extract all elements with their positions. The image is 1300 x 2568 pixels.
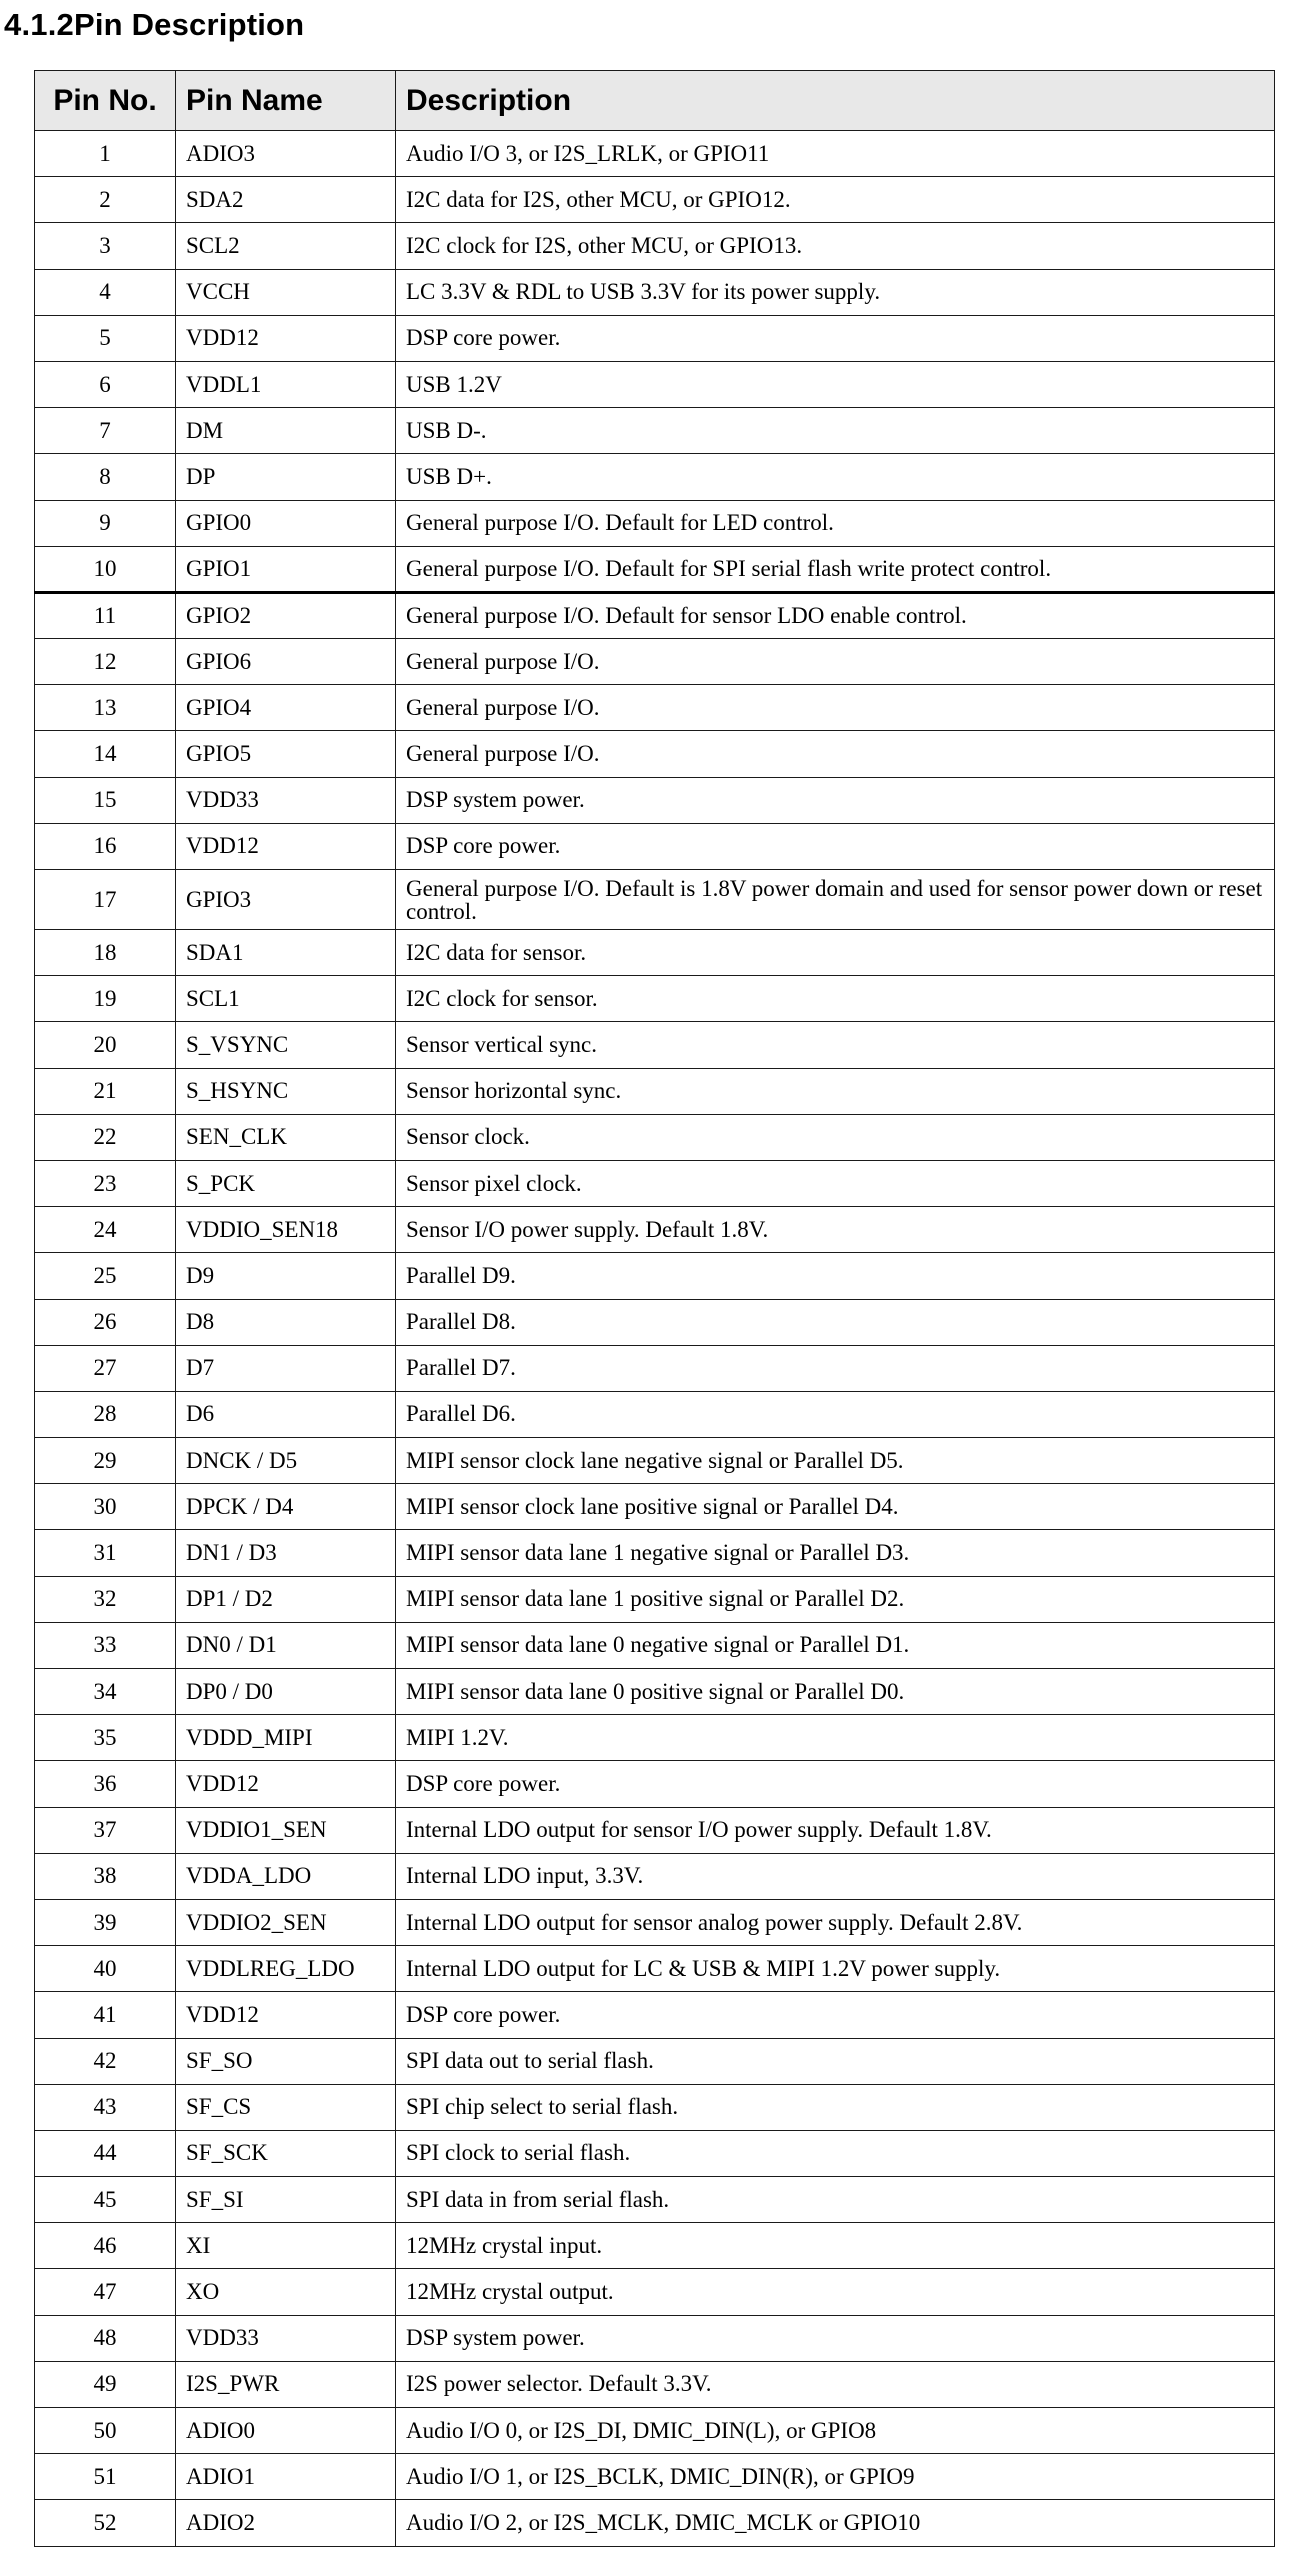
table-row — [35, 823, 1275, 869]
pin-number-cell: 31 — [35, 1530, 176, 1576]
pin-description-cell: I2C clock for I2S, other MCU, or GPIO13. — [396, 223, 1275, 269]
pin-number-cell: 4 — [35, 269, 176, 315]
pin-description-cell: USB D-. — [396, 408, 1275, 454]
pin-number-cell: 42 — [35, 2038, 176, 2084]
pin-name-cell: XI — [176, 2223, 396, 2269]
pin-name-cell: DP0 / D0 — [176, 1669, 396, 1715]
table-row — [35, 685, 1275, 731]
pin-name-cell: ADIO3 — [176, 131, 396, 177]
pin-name-cell: VDD12 — [176, 823, 396, 869]
pin-description-cell: Internal LDO output for sensor I/O power supply. Default 1.8V. — [396, 1807, 1275, 1853]
pin-name-cell: GPIO5 — [176, 731, 396, 777]
table-row — [35, 1253, 1275, 1299]
table-row — [35, 361, 1275, 407]
pin-name-cell: S_PCK — [176, 1160, 396, 1206]
table-row — [35, 930, 1275, 976]
pin-name-cell: D6 — [176, 1391, 396, 1437]
table-row — [35, 2269, 1275, 2315]
pin-description-cell: USB D+. — [396, 454, 1275, 500]
pin-description-cell: Audio I/O 1, or I2S_BCLK, DMIC_DIN(R), or GPIO9 — [396, 2454, 1275, 2500]
pin-name-cell: VDDLREG_LDO — [176, 1946, 396, 1992]
pin-name-cell: VDDIO1_SEN — [176, 1807, 396, 1853]
pin-description-cell: DSP system power. — [396, 2315, 1275, 2361]
pin-description-cell: DSP core power. — [396, 823, 1275, 869]
pin-description-cell: General purpose I/O. Default is 1.8V power domain and used for sensor power down or reset control. — [396, 870, 1275, 930]
pin-name-cell: DN1 / D3 — [176, 1530, 396, 1576]
pin-description-cell: General purpose I/O. — [396, 685, 1275, 731]
table-row — [35, 1992, 1275, 2038]
table-row — [35, 2177, 1275, 2223]
pin-name-cell: VDD33 — [176, 777, 396, 823]
pin-name-cell: VDDD_MIPI — [176, 1715, 396, 1761]
pin-number-cell: 7 — [35, 408, 176, 454]
pin-name-cell: VDD33 — [176, 2315, 396, 2361]
pin-description-cell: Sensor pixel clock. — [396, 1160, 1275, 1206]
pin-number-cell: 18 — [35, 930, 176, 976]
pin-name-cell: VDD12 — [176, 315, 396, 361]
pin-name-cell: GPIO3 — [176, 870, 396, 930]
pin-name-cell: VDDA_LDO — [176, 1853, 396, 1899]
pin-name-cell: S_HSYNC — [176, 1068, 396, 1114]
pin-name-cell: SCL1 — [176, 976, 396, 1022]
table-row — [35, 592, 1275, 638]
pin-description-cell: MIPI sensor data lane 1 positive signal or Parallel D2. — [396, 1576, 1275, 1622]
table-row — [35, 1114, 1275, 1160]
pin-name-cell: GPIO0 — [176, 500, 396, 546]
table-row — [35, 2361, 1275, 2407]
table-row — [35, 2038, 1275, 2084]
pin-description-table — [34, 70, 1275, 2547]
pin-name-cell: D9 — [176, 1253, 396, 1299]
pin-description-cell: DSP core power. — [396, 1761, 1275, 1807]
pin-description-cell: Audio I/O 2, or I2S_MCLK, DMIC_MCLK or GPIO10 — [396, 2500, 1275, 2546]
pin-description-cell: I2S power selector. Default 3.3V. — [396, 2361, 1275, 2407]
pin-name-cell: D8 — [176, 1299, 396, 1345]
table-row — [35, 131, 1275, 177]
pin-number-cell: 6 — [35, 361, 176, 407]
pin-description-cell: MIPI 1.2V. — [396, 1715, 1275, 1761]
pin-description-cell: LC 3.3V & RDL to USB 3.3V for its power supply. — [396, 269, 1275, 315]
pin-description-cell: 12MHz crystal output. — [396, 2269, 1275, 2315]
pin-description-cell: Sensor vertical sync. — [396, 1022, 1275, 1068]
table-row — [35, 2454, 1275, 2500]
pin-name-cell: I2S_PWR — [176, 2361, 396, 2407]
pin-number-cell: 52 — [35, 2500, 176, 2546]
pin-name-cell: SDA1 — [176, 930, 396, 976]
pin-number-cell: 49 — [35, 2361, 176, 2407]
pin-description-cell: General purpose I/O. Default for SPI serial flash write protect control. — [396, 546, 1275, 592]
pin-description-cell: Sensor I/O power supply. Default 1.8V. — [396, 1207, 1275, 1253]
pin-number-cell: 40 — [35, 1946, 176, 1992]
pin-number-cell: 15 — [35, 777, 176, 823]
pin-name-cell: S_VSYNC — [176, 1022, 396, 1068]
pin-name-cell: DM — [176, 408, 396, 454]
pin-number-cell: 37 — [35, 1807, 176, 1853]
pin-number-cell: 17 — [35, 870, 176, 930]
pin-number-cell: 2 — [35, 177, 176, 223]
pin-description-cell: Internal LDO output for LC & USB & MIPI 1.2V power supply. — [396, 1946, 1275, 1992]
table-row — [35, 976, 1275, 1022]
pin-name-cell: ADIO2 — [176, 2500, 396, 2546]
pin-name-cell: VCCH — [176, 269, 396, 315]
pin-name-cell: GPIO2 — [176, 592, 396, 638]
pin-name-cell: VDDIO_SEN18 — [176, 1207, 396, 1253]
pin-name-cell: ADIO0 — [176, 2408, 396, 2454]
pin-name-cell: VDDL1 — [176, 361, 396, 407]
header-row — [35, 71, 1275, 131]
pin-number-cell: 13 — [35, 685, 176, 731]
pin-name-cell: SF_SO — [176, 2038, 396, 2084]
pin-name-cell: SF_SCK — [176, 2130, 396, 2176]
table-row — [35, 2315, 1275, 2361]
pin-description-cell: SPI chip select to serial flash. — [396, 2084, 1275, 2130]
table-row — [35, 639, 1275, 685]
section-title: 4.1.2Pin Description — [4, 7, 305, 42]
pin-name-cell: SCL2 — [176, 223, 396, 269]
table-row — [35, 315, 1275, 361]
pin-number-cell: 26 — [35, 1299, 176, 1345]
pin-number-cell: 21 — [35, 1068, 176, 1114]
pin-number-cell: 19 — [35, 976, 176, 1022]
pin-description-cell: MIPI sensor data lane 0 positive signal or Parallel D0. — [396, 1669, 1275, 1715]
pin-number-cell: 12 — [35, 639, 176, 685]
pin-description-cell: General purpose I/O. — [396, 731, 1275, 777]
pin-number-cell: 28 — [35, 1391, 176, 1437]
pin-name-cell: VDD12 — [176, 1992, 396, 2038]
pin-description-cell: General purpose I/O. Default for sensor LDO enable control. — [396, 592, 1275, 638]
pin-number-cell: 35 — [35, 1715, 176, 1761]
pin-description-cell: 12MHz crystal input. — [396, 2223, 1275, 2269]
pin-description-cell: MIPI sensor data lane 0 negative signal or Parallel D1. — [396, 1622, 1275, 1668]
table-row — [35, 454, 1275, 500]
pin-number-cell: 48 — [35, 2315, 176, 2361]
pin-description-cell: General purpose I/O. — [396, 639, 1275, 685]
pin-number-cell: 29 — [35, 1438, 176, 1484]
table-row — [35, 1576, 1275, 1622]
pin-name-cell: SEN_CLK — [176, 1114, 396, 1160]
pin-name-cell: DP1 / D2 — [176, 1576, 396, 1622]
table-row — [35, 2223, 1275, 2269]
pin-number-cell: 34 — [35, 1669, 176, 1715]
pin-description-cell: USB 1.2V — [396, 361, 1275, 407]
table-row — [35, 731, 1275, 777]
pin-description-cell: Internal LDO output for sensor analog power supply. Default 2.8V. — [396, 1899, 1275, 1945]
pin-name-cell: XO — [176, 2269, 396, 2315]
table-row — [35, 1622, 1275, 1668]
pin-name-cell: GPIO4 — [176, 685, 396, 731]
table-row — [35, 2500, 1275, 2546]
pin-number-cell: 33 — [35, 1622, 176, 1668]
header-pin-name: Pin Name — [176, 71, 396, 131]
pin-number-cell: 39 — [35, 1899, 176, 1945]
table-header — [35, 71, 1275, 131]
pin-number-cell: 45 — [35, 2177, 176, 2223]
pin-name-cell: DNCK / D5 — [176, 1438, 396, 1484]
pin-description-cell: Parallel D7. — [396, 1345, 1275, 1391]
table-row — [35, 1669, 1275, 1715]
pin-number-cell: 47 — [35, 2269, 176, 2315]
pin-number-cell: 27 — [35, 1345, 176, 1391]
table-row — [35, 1761, 1275, 1807]
table-row — [35, 1299, 1275, 1345]
table-row — [35, 1946, 1275, 1992]
table-row — [35, 269, 1275, 315]
table-row — [35, 1484, 1275, 1530]
pin-name-cell: VDD12 — [176, 1761, 396, 1807]
pin-number-cell: 11 — [35, 592, 176, 638]
table-row — [35, 2130, 1275, 2176]
pin-name-cell: VDDIO2_SEN — [176, 1899, 396, 1945]
pin-description-cell: General purpose I/O. Default for LED control. — [396, 500, 1275, 546]
table-row — [35, 870, 1275, 930]
pin-number-cell: 16 — [35, 823, 176, 869]
pin-description-cell: Parallel D8. — [396, 1299, 1275, 1345]
pin-name-cell: DN0 / D1 — [176, 1622, 396, 1668]
table-row — [35, 500, 1275, 546]
header-pin-no: Pin No. — [35, 71, 176, 131]
pin-number-cell: 20 — [35, 1022, 176, 1068]
pin-description-cell: SPI clock to serial flash. — [396, 2130, 1275, 2176]
pin-number-cell: 32 — [35, 1576, 176, 1622]
pin-number-cell: 41 — [35, 1992, 176, 2038]
table-row — [35, 1899, 1275, 1945]
pin-number-cell: 10 — [35, 546, 176, 592]
table-row — [35, 777, 1275, 823]
table-row — [35, 1530, 1275, 1576]
table-row — [35, 223, 1275, 269]
pin-description-cell: DSP core power. — [396, 1992, 1275, 2038]
pin-description-cell: DSP core power. — [396, 315, 1275, 361]
table-row — [35, 546, 1275, 592]
table-row — [35, 1207, 1275, 1253]
pin-description-cell: Audio I/O 3, or I2S_LRLK, or GPIO11 — [396, 131, 1275, 177]
table-row — [35, 1160, 1275, 1206]
header-description: Description — [396, 71, 1275, 131]
pin-name-cell: D7 — [176, 1345, 396, 1391]
pin-number-cell: 14 — [35, 731, 176, 777]
pin-description-cell: Parallel D9. — [396, 1253, 1275, 1299]
pin-name-cell: SDA2 — [176, 177, 396, 223]
pin-description-cell: MIPI sensor data lane 1 negative signal or Parallel D3. — [396, 1530, 1275, 1576]
pin-description-cell: Sensor clock. — [396, 1114, 1275, 1160]
pin-number-cell: 24 — [35, 1207, 176, 1253]
table-row — [35, 1438, 1275, 1484]
pin-description-cell: DSP system power. — [396, 777, 1275, 823]
pin-name-cell: ADIO1 — [176, 2454, 396, 2500]
pin-description-cell: Audio I/O 0, or I2S_DI, DMIC_DIN(L), or GPIO8 — [396, 2408, 1275, 2454]
pin-name-cell: SF_CS — [176, 2084, 396, 2130]
table-row — [35, 1391, 1275, 1437]
pin-number-cell: 1 — [35, 131, 176, 177]
pin-name-cell: GPIO6 — [176, 639, 396, 685]
pin-description-cell: Internal LDO input, 3.3V. — [396, 1853, 1275, 1899]
pin-description-cell: Sensor horizontal sync. — [396, 1068, 1275, 1114]
pin-number-cell: 36 — [35, 1761, 176, 1807]
pin-number-cell: 23 — [35, 1160, 176, 1206]
table-row — [35, 1715, 1275, 1761]
pin-name-cell: GPIO1 — [176, 546, 396, 592]
pin-number-cell: 30 — [35, 1484, 176, 1530]
pin-number-cell: 46 — [35, 2223, 176, 2269]
pin-name-cell: DP — [176, 454, 396, 500]
table-body — [35, 131, 1275, 2547]
pin-number-cell: 9 — [35, 500, 176, 546]
pin-number-cell: 44 — [35, 2130, 176, 2176]
pin-name-cell: SF_SI — [176, 2177, 396, 2223]
table-row — [35, 2408, 1275, 2454]
pin-number-cell: 8 — [35, 454, 176, 500]
table-row — [35, 177, 1275, 223]
pin-number-cell: 3 — [35, 223, 176, 269]
pin-number-cell: 43 — [35, 2084, 176, 2130]
table-row — [35, 1068, 1275, 1114]
pin-number-cell: 22 — [35, 1114, 176, 1160]
pin-name-cell: DPCK / D4 — [176, 1484, 396, 1530]
pin-description-cell: Parallel D6. — [396, 1391, 1275, 1437]
pin-number-cell: 38 — [35, 1853, 176, 1899]
pin-description-cell: I2C clock for sensor. — [396, 976, 1275, 1022]
pin-description-cell: I2C data for I2S, other MCU, or GPIO12. — [396, 177, 1275, 223]
table-row — [35, 408, 1275, 454]
pin-description-cell: MIPI sensor clock lane negative signal or Parallel D5. — [396, 1438, 1275, 1484]
pin-description-cell: SPI data out to serial flash. — [396, 2038, 1275, 2084]
pin-description-cell: MIPI sensor clock lane positive signal or Parallel D4. — [396, 1484, 1275, 1530]
table-row — [35, 2084, 1275, 2130]
table-row — [35, 1853, 1275, 1899]
pin-number-cell: 51 — [35, 2454, 176, 2500]
pin-number-cell: 5 — [35, 315, 176, 361]
table-row — [35, 1807, 1275, 1853]
table-row — [35, 1022, 1275, 1068]
table-row — [35, 1345, 1275, 1391]
pin-description-cell: SPI data in from serial flash. — [396, 2177, 1275, 2223]
pin-number-cell: 25 — [35, 1253, 176, 1299]
pin-description-cell: I2C data for sensor. — [396, 930, 1275, 976]
pin-number-cell: 50 — [35, 2408, 176, 2454]
